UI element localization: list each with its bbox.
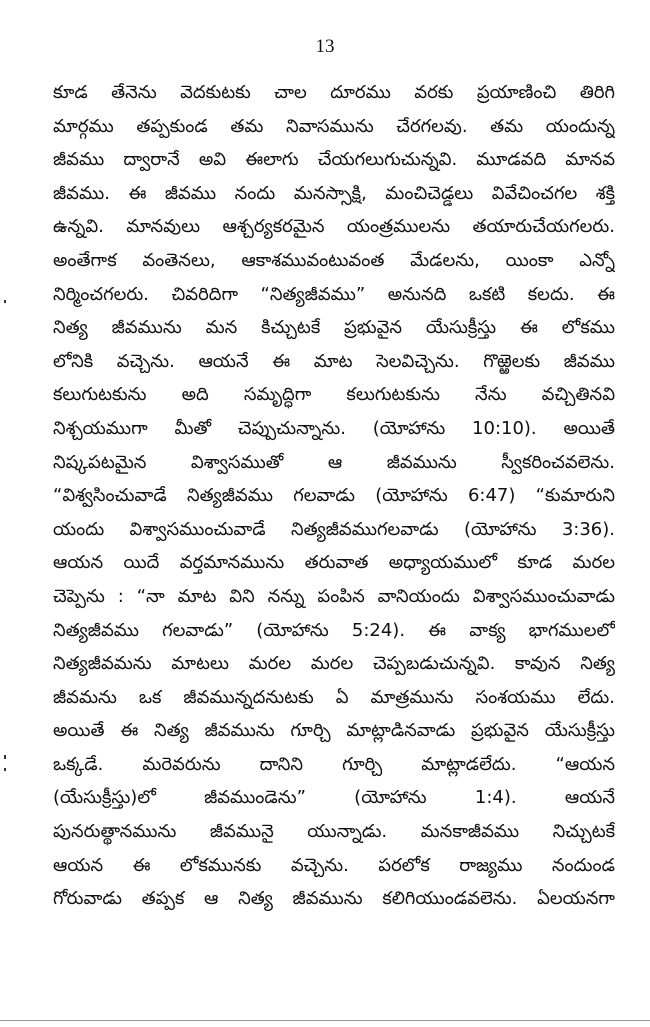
text-line: కలుగుటకును అది సమృద్ధిగా కలుగుటకును నేను వచ్చితినవి bbox=[53, 384, 615, 406]
page-bottom-edge bbox=[0, 1020, 650, 1021]
text-line: జీవము. ఈ జీవము నందు మనస్సాక్షి, మంచిచెడ్డలు వివేచించగల శక్తి bbox=[53, 182, 615, 204]
text-line: అంతేగాక వంతెనలు, ఆకాశమువంటువంత మేడలను, యింకా ఎన్నో bbox=[53, 249, 615, 271]
text-line: ఆయన యిదే వర్తమానమును తరువాత అధ్యాయములో కూడ మరల bbox=[53, 552, 615, 574]
text-line: జీవము ద్వారానే అవి ఈలాగు చేయగలుగుచున్నవి. మూడవది మానవ bbox=[53, 149, 615, 171]
body-text bbox=[53, 76, 615, 916]
text-line: మార్గము తప్పకుండ తమ నివాసమును చేరగలవు. తమ యందున్న bbox=[53, 115, 615, 137]
text-line: నిత్యజీవమను మాటలు మరల మరల చెప్పబడుచున్నవి. కావున నిత్య bbox=[53, 653, 615, 675]
text-line: నిర్మించగలరు. చివరిదిగా “నిత్యజీవము” అనునది ఒకటి కలదు. ఈ bbox=[53, 283, 615, 305]
text-line: యందు విశ్వాసముంచువాడే నిత్యజీవముగలవాడు (యోహాను 3:36). bbox=[53, 518, 615, 540]
text-line: “విశ్వసించువాడే నిత్యజీవము గలవాడు (యోహాను 6:47) “కుమారుని bbox=[53, 485, 615, 507]
text-line: ఆయన ఈ లోకమునకు వచ్చెను. పరలోక రాజ్యము నందుండ bbox=[53, 854, 615, 876]
text-line: నిత్య జీవమును మన కిచ్చుటకే ప్రభువైన యేసుక్రీస్తు ఈ లోకము bbox=[53, 317, 615, 339]
scan-edge-mark bbox=[4, 755, 6, 759]
text-line: నిశ్చయముగా మీతో చెప్పుచున్నాను. (యోహాను 10:10). అయితే bbox=[53, 417, 615, 439]
text-line: కూడ తేనెను వెదకుటకు చాల దూరము వరకు ప్రయాణించి తిరిగి bbox=[53, 82, 615, 103]
text-line: పునరుత్థానమును జీవమునై యున్నాడు. మనకాజీవము నిచ్చుటకే bbox=[53, 821, 615, 843]
page-number: 13 bbox=[315, 36, 335, 57]
text-line: (యేసుక్రీస్తు)లో జీవముండెను” (యోహాను 1:4). ఆయనే bbox=[53, 787, 615, 809]
text-line: అయితే ఈ నిత్య జీవమును గూర్చి మాట్లాడినవాడు ప్రభువైన యేసుక్రీస్తు bbox=[53, 720, 615, 742]
text-line: గోరువాడు తప్పక ఆ నిత్య జీవమును కలిగియుండవలెను. ఏలయనగా bbox=[53, 888, 615, 910]
scan-edge-mark bbox=[4, 300, 6, 303]
text-line: జీవమను ఒక జీవమున్నదనుటకు ఏ మాత్రమును సంశయము లేదు. bbox=[53, 686, 615, 708]
text-line: నిష్కపటమైన విశ్వాసముతో ఆ జీవమును స్వీకరించవలెను. bbox=[53, 451, 615, 473]
text-line: లోనికి వచ్చెను. ఆయనే ఈ మాట సెలవిచ్చెను. గొఱ్ఱెలకు జీవము bbox=[53, 350, 615, 372]
scan-edge-mark bbox=[4, 768, 6, 771]
text-line: ఒక్కడే. మరెవరును దానిని గూర్చి మాట్లాడలేదు. “ఆయన bbox=[53, 753, 615, 775]
text-line: నిత్యజీవము గలవాడు” (యోహాను 5:24). ఈ వాక్య భాగములలో bbox=[53, 619, 615, 641]
text-line: చెప్పెను : “నా మాట విని నన్ను పంపిన వానియందు విశ్వాసముంచువాడు bbox=[53, 585, 615, 607]
text-line: ఉన్నవి. మానవులు ఆశ్చర్యకరమైన యంత్రములను తయారుచేయగలరు. bbox=[53, 216, 615, 238]
